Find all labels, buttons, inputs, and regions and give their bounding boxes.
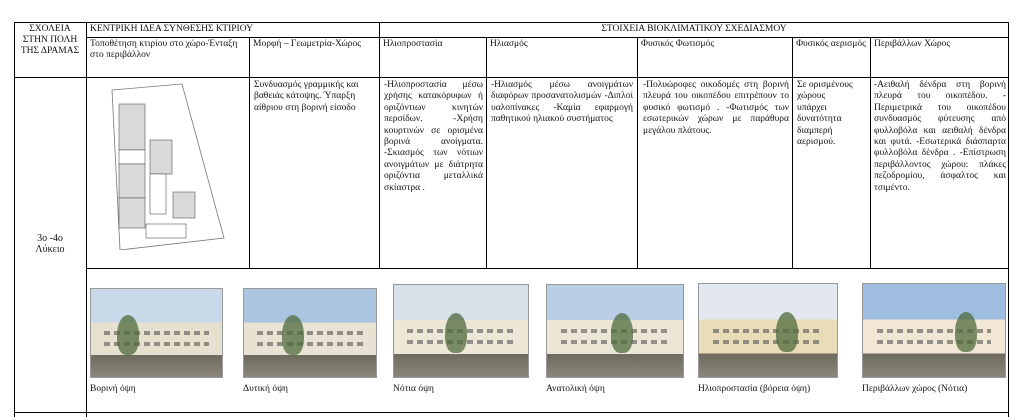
photo-caption: Νότια όψη xyxy=(393,384,435,394)
photo-caption: Ηλιοπροστασία (βόρεια όψη) xyxy=(698,384,811,394)
header-building-idea: ΚΕΝΤΡΙΚΗ ΙΔΕΑ ΣΥΝΘΕΣΗΣ ΚΤΙΡΙΟΥ xyxy=(90,24,253,34)
subheader-ventilation: Φυσικός αερισμός xyxy=(796,39,866,49)
table-border-bottom xyxy=(14,412,1009,413)
building-photo xyxy=(243,288,377,378)
subheader-form: Μορφή – Γεωμετρία-Χώρος xyxy=(253,39,362,49)
table-col-line xyxy=(486,37,487,268)
form-description: Συνδυασμός γραμμικής και βαθειάς κάτοψης. Ύπαρξη αίθριου στη βορινή είσοδο xyxy=(254,80,359,113)
building-photo xyxy=(862,283,1006,378)
table-col-line xyxy=(86,22,87,417)
site-plan-drawing xyxy=(96,70,236,250)
table-row-divider xyxy=(86,268,1009,269)
table-col-line xyxy=(249,37,250,268)
table-border-top xyxy=(14,22,1009,23)
building-photo xyxy=(698,283,838,378)
lighting-description: -Πολυώροφες οικοδομές στη βορινή πλευρά του οικοπέδου επιτρέπουν το φυσικό φωτισμό . -Φωτισμός των εσωτερικών χώρων με παράθυρα μεγάλου πλάτους. xyxy=(643,80,789,136)
table-col-line xyxy=(792,37,793,268)
subheader-solar: Ηλιασμός xyxy=(490,39,528,49)
shading-description: -Ηλιοπροστασία μέσω χρήσης κατακόρυφων ή οριζόντιων κινητών περσίδων. -Χρήση κουρτινών σε ορισμένα βορινά ανοίγματα. -Σκιασμός των νότιων ανοιγμάτων με διάτρητα οριζόντια μεταλλικά σκίαστρα . xyxy=(384,80,483,193)
building-photo xyxy=(90,288,223,378)
header-schools: ΣΧΟΛΕΙΑ ΣΤΗΝ ΠΟΛΗ ΤΗΣ ΔΡΑΜΑΣ xyxy=(20,24,80,56)
ventilation-description: Σε ορισμένους χώρους υπάρχει δυνατότητα διαμπερή αερισμού. xyxy=(797,80,853,148)
environment-description: -Αειθαλή δένδρα στη βορινή πλευρά του οικοπέδου. - Περιμετρικά του οικοπέδου συνδυασμός φύτευσης από φυλλοβόλα και αειθαλή δένδρα και φυτά. -Εσωτερικά διάσπαρτα φυλλοβόλα δένδρα . -Επίστρωση περιβάλλοντος χώρου: πλάκες πεζοδρομίου, άσφαλτος και τσιμέντο. xyxy=(874,80,1006,193)
subheader-placement: Τοποθέτηση κτιρίου στο χώρο-Ένταξη στο περιβάλλον xyxy=(90,39,238,60)
photo-caption: Βορινή όψη xyxy=(90,384,136,394)
building-photo xyxy=(393,284,529,378)
building-photo xyxy=(546,284,684,378)
photo-caption: Δυτική όψη xyxy=(243,384,288,394)
table-col-line xyxy=(1008,22,1009,417)
subheader-shading: Ηλιοπροστασία xyxy=(383,39,443,49)
photo-caption: Περιβάλλων χώρος (Νότια) xyxy=(862,384,968,394)
photo-caption: Ανατολική όψη xyxy=(546,384,605,394)
subheader-lighting: Φυσικός Φωτισμός xyxy=(641,39,715,49)
table-col-line xyxy=(870,37,871,268)
table-col-line xyxy=(379,22,380,268)
header-bioclimatic: ΣΤΟΙΧΕΙΑ ΒΙΟΚΛΙΜΑΤΙΚΟΥ ΣΧΕΔΙΑΣΜΟΥ xyxy=(601,24,787,34)
table-col-line xyxy=(637,37,638,268)
subheader-environment: Περιβάλλων Χώρος xyxy=(874,39,951,49)
table-col-line xyxy=(14,22,15,417)
school-name: 3ο -4ο Λύκειο xyxy=(35,233,65,256)
solar-description: -Ηλιασμός μέσω ανοιγμάτων διαφόρων προσανατολισμών -Διπλοί υαλοπίνακες -Καμία εφαρμογή παθητικού ηλιακού συστήματος xyxy=(491,80,633,125)
